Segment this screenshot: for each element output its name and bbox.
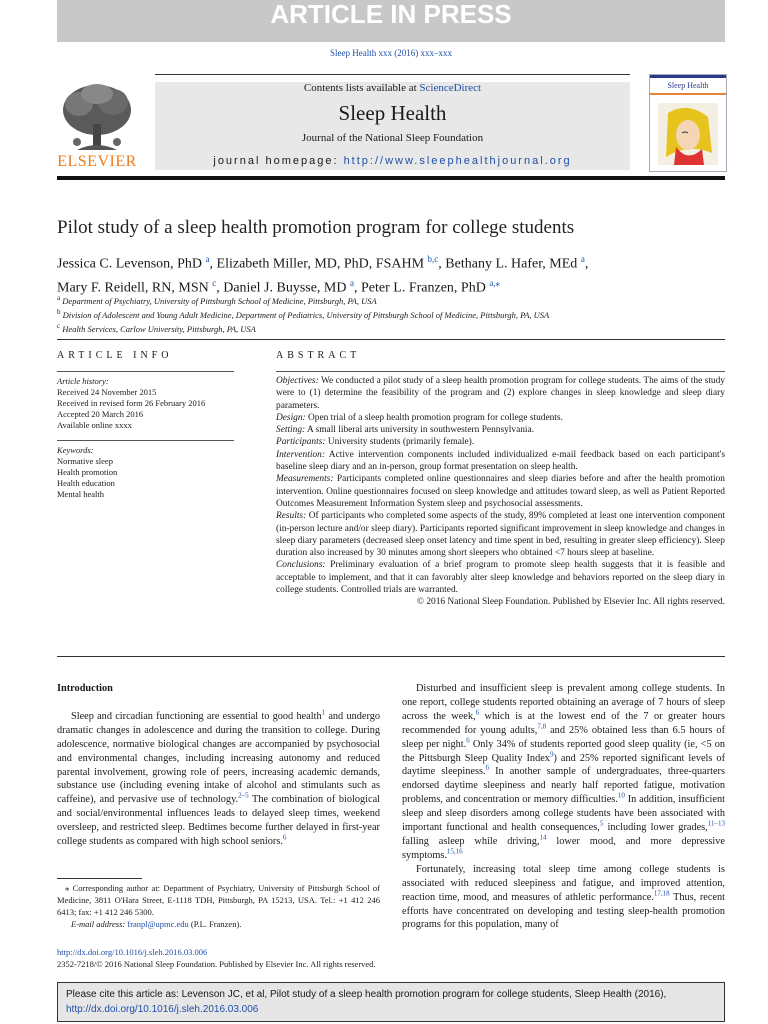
author-affiliation-marker[interactable]: c [212, 277, 217, 288]
reference-link[interactable]: 9 [549, 750, 554, 759]
header-thick-rule [57, 176, 725, 180]
article-title: Pilot study of a sleep health promotion program for college students [57, 217, 575, 238]
body-text: which is at the lowest end of the 7 or greater hours recommended for young adults, [402, 710, 725, 736]
cite-text: Please cite this article as: Levenson JC, et al, Pilot study of a sleep health promotion program for college students, Sleep Health (2016), [66, 989, 667, 1000]
keyword: Health promotion [57, 467, 118, 477]
abstract-section-label: Results: [276, 511, 307, 522]
journal-title: Sleep Health [338, 101, 447, 125]
abstract-section-label: Participants: [276, 437, 326, 448]
history-entry: Received in revised form 26 February 2016 [57, 398, 206, 408]
body-paragraph [402, 863, 725, 933]
affiliation-marker: a [57, 294, 61, 302]
abstract-section-text: We conducted a pilot study of a sleep health promotion program for college students. The aims of the study were to (1) determine the feasibility of the program and (2) explore changes in sleep knowledge and sleep diary parameters. [276, 376, 725, 411]
body-column-left [57, 682, 380, 849]
body-text: lower mood, and more depressive symptoms. [402, 835, 725, 861]
article-info-rule [57, 371, 234, 372]
abstract-section-label: Intervention: [276, 449, 325, 460]
article-info-heading: ARTICLE INFO [57, 350, 173, 361]
journal-homepage: journal homepage: http://www.sleephealthjournal.org [213, 155, 572, 167]
body-text: Fortunately, increasing total sleep time among college students is associated with reduced sleepiness and fatigue, and improved attention, reaction time, mood, and measures of athletic performance. [402, 863, 725, 903]
elsevier-wordmark: ELSEVIER [57, 153, 137, 170]
keyword: Normative sleep [57, 456, 113, 466]
author-name: Elizabeth Miller, MD, PhD, FSAHM [216, 256, 425, 272]
author-name: Jessica C. Levenson, PhD [57, 256, 203, 272]
abstract-section-label: Objectives: [276, 376, 319, 386]
journal-subtitle: Journal of the National Sleep Foundation [301, 132, 484, 144]
history-label: Article history: [57, 376, 109, 386]
abstract-body [276, 375, 725, 609]
abstract-section-text: A small liberal arts university in southwestern Pennsylvania. [305, 425, 535, 436]
body-text: falling asleep while driving, [402, 835, 540, 847]
abstract-section [276, 473, 725, 510]
email-link[interactable]: franpl@upmc.edu [127, 919, 189, 929]
author-name: Bethany L. Hafer, MEd [445, 256, 578, 272]
abstract-section-text: University students (primarily female). [325, 437, 475, 448]
sciencedirect-link[interactable]: ScienceDirect [419, 82, 482, 94]
affiliation-text: Division of Adolescent and Young Adult Medicine, Department of Pediatrics, University of Pittsburgh School of Medicine, Pittsburgh, PA, USA [60, 309, 550, 320]
email-label: E-mail address: [71, 919, 126, 929]
footnote-marker: ⁎ [65, 883, 70, 893]
keywords-rule [57, 440, 234, 441]
history-entry: Available online xxxx [57, 420, 132, 430]
body-paragraph [402, 682, 725, 863]
keywords [57, 445, 234, 500]
abstract-section-text: Of participants who completed some aspects of the study, 89% completed at least one intervention component (in-person lecture and/or sleep diary). Participants reported significant improvement in sleep knowledge and changes in sleep diary parameters (decreased sleep onset latency and time spent in bed, resulting in greater sleep efficiency). Sleep duration also increased by 30 minutes among short sleepers who obtained <7 hours sleep at baseline. [276, 511, 725, 559]
introduction-heading: Introduction [57, 683, 113, 694]
cover-title: Sleep Health [667, 81, 709, 90]
reference-link[interactable]: 2–5 [238, 791, 249, 800]
reference-link[interactable]: 1 [321, 708, 326, 717]
abstract-rule [276, 371, 725, 372]
abstract-section [276, 559, 725, 596]
history-entry: Accepted 20 March 2016 [57, 409, 144, 419]
author-name: Mary F. Reidell, RN, MSN [57, 280, 209, 296]
reference-link[interactable]: 7,8 [537, 722, 547, 731]
affiliation-marker: b [57, 307, 61, 316]
cover-illustration [658, 103, 718, 165]
abstract-section [276, 424, 725, 436]
doi-block [57, 946, 725, 970]
abstract-section [276, 375, 725, 412]
reference-link[interactable]: 6 [475, 708, 480, 717]
reference-link[interactable]: 17,18 [653, 889, 670, 898]
author-affiliation-marker[interactable]: b,c [427, 254, 439, 264]
abstract-section [276, 436, 725, 448]
email-suffix: (P.L. Franzen). [188, 919, 242, 929]
body-text: Disturbed and insufficient sleep is prevalent among college students. In one report, college students reported obtaining an average of 7 hours of sleep across the week, [402, 683, 725, 722]
header-rule [155, 74, 630, 75]
journal-cover-thumbnail[interactable] [649, 74, 727, 172]
body-column-right [402, 682, 725, 932]
affiliation-marker: c [57, 321, 61, 330]
reference-link[interactable]: 15,16 [446, 847, 463, 856]
contents-line: Contents lists available at ScienceDirect [303, 82, 482, 94]
body-text: Only 34% of students reported good sleep quality (ie, <5 on the Pittsburgh Sleep Quality Index [402, 738, 725, 764]
doi-link[interactable]: http://dx.doi.org/10.1016/j.sleh.2016.03.006 [57, 947, 208, 957]
body-text: In addition, insufficient sleep and sleep disorders among college students have been associated with important functional and health consequences, [402, 794, 725, 834]
article-in-press-banner: ARTICLE IN PRESS [57, 0, 725, 42]
abstract-heading: ABSTRACT [276, 350, 361, 361]
affiliation-text: Health Services, Carlow University, Pittsburgh, PA, USA [60, 323, 256, 334]
affiliation [57, 293, 725, 307]
body-text: and undergo dramatic changes in adolescence and during the transition to college. During adolescence, normative biological changes are accompanied by psychosocial and environmental changes, including increasing autonomy and reduced parental involvement, growing role of peers, increasing academic demands, substance use (including evening intake of alcohol and stimulants such as caffeine), and pervasive use of technology. [57, 710, 380, 806]
reference-link[interactable]: 6 [466, 736, 470, 745]
body-text: and 25% obtained less than 6.5 hours of sleep per night. [402, 724, 725, 750]
body-text: In another sample of undergraduates, three-quarters endorsed daytime sleepiness and nearly half reported fatigue, motivation problems, and concentration or memory difficulties. [402, 766, 725, 806]
author-affiliation-marker[interactable]: a [580, 254, 585, 264]
issn-line: 2352-7218/© 2016 National Sleep Foundation. Published by Elsevier Inc. All rights reserved. [57, 959, 376, 969]
abstract-section-text: Participants completed online questionnaires and sleep diaries before and after the health promotion intervention. Online questionnaires focused on sleep knowledge and attitudes toward sleep, as well as Patient Reported Outcomes Measurement Information System sleep and psychosocial assessments. [276, 474, 725, 509]
journal-homepage-link[interactable]: http://www.sleephealthjournal.org [343, 155, 572, 167]
author-name: Daniel J. Buysse, MD [223, 280, 347, 296]
affiliation-list [57, 293, 725, 334]
history-entry: Received 24 November 2015 [57, 387, 157, 397]
footnote-rule [57, 878, 142, 879]
affiliation [57, 321, 725, 335]
footnote-text: Corresponding author at: Department of Psychiatry, University of Pittsburgh School of Medicine, 3811 O'Hara Street, E-1118 TDH, Pittsburgh, PA 15213, USA. Tel.: +1 412 246 6413; fax: +1 412 246 5300. [57, 883, 380, 917]
front-matter-rule [57, 656, 725, 657]
reference-link[interactable]: 11–13 [707, 819, 725, 828]
abstract-section-label: Measurements: [276, 474, 334, 485]
reference-link[interactable]: 10 [617, 791, 625, 800]
body-text: Sleep and circadian functioning are essential to good health [71, 710, 322, 722]
reference-link[interactable]: 6 [485, 764, 490, 773]
author-affiliation-marker[interactable]: a [350, 277, 354, 288]
abstract-section [276, 449, 725, 474]
keyword: Mental health [57, 489, 104, 499]
section-rule [57, 339, 725, 340]
affiliation [57, 307, 725, 321]
cite-this-article-box [57, 982, 725, 1022]
body-text: ) and 25% reported significant levels of daytime sleepiness. [402, 752, 725, 778]
abstract-section-text: Open trial of a sleep health promotion program for college students. [305, 412, 563, 423]
body-paragraph [57, 710, 380, 849]
author-name: Peter L. Franzen, PhD [361, 280, 486, 296]
affiliation-text: Department of Psychiatry, University of Pittsburgh School of Medicine, Pittsburgh, PA, USA [60, 295, 377, 306]
abstract-copyright: © 2016 National Sleep Foundation. Published by Elsevier Inc. All rights reserved. [416, 597, 725, 608]
article-history [57, 376, 234, 431]
abstract-section-label: Setting: [276, 425, 306, 436]
body-text: The combination of biological and social/environmental influences leads to delayed sleep times, weekend oversleep, and restricted sleep. Bedtimes become further delayed in first-year college students as compared with high school seniors. [57, 794, 380, 848]
abstract-section-label: Conclusions: [276, 560, 326, 571]
reference-link[interactable]: 14 [539, 833, 547, 842]
keyword: Health education [57, 478, 115, 488]
journal-citation-line[interactable]: Sleep Health xxx (2016) xxx–xxx [330, 48, 452, 58]
abstract-section-text: Preliminary evaluation of a brief program to promote sleep health suggests that it is feasible and acceptable to implement, and that it can favorably alter sleep knowledge and behaviors reported on the sleep diary in college students. Controlled trials are warranted. [276, 560, 725, 596]
corresponding-author-footnote [57, 882, 380, 930]
abstract-section [276, 510, 725, 559]
reference-link[interactable]: 6 [282, 833, 287, 842]
keywords-label: Keywords: [57, 445, 94, 455]
body-text: including lower grades, [603, 822, 708, 834]
author-affiliation-marker[interactable]: a [205, 254, 210, 264]
abstract-section-text: Active intervention components included individualized e-mail feedback based on each participant's baseline sleep diary and an in-person, group format presentation on sleep health. [276, 449, 725, 473]
abstract-section [276, 412, 725, 424]
reference-link[interactable]: 5 [599, 819, 604, 828]
author-list: Jessica C. Levenson, PhD $^a$, Elizabeth Miller, MD, PhD, FSAHM $^{b,c}$, Bethany L. Hafer, MEd $^a$, Mary F. Reidell, RN, MSN $^c$, Daniel J. Buysse, MD $^a$, Peter L. Franzen, PhD $^{a,⁎}$ [57, 254, 589, 296]
body-text: Thus, recent efforts have concentrated on developing and testing sleep-health promotion programs for this population, many of [402, 891, 725, 931]
abstract-section-label: Design: [276, 412, 306, 423]
author-affiliation-marker[interactable]: a,⁎ [489, 277, 501, 288]
cite-doi-link[interactable]: http://dx.doi.org/10.1016/j.sleh.2016.03.006 [66, 1004, 259, 1015]
